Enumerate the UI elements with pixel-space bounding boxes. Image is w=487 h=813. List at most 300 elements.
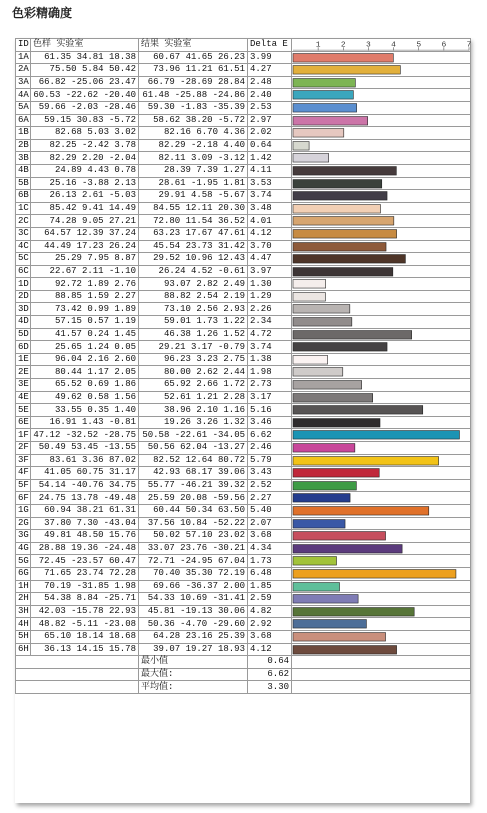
patch-id: 1H [16, 580, 31, 593]
delta-e-bar-cell [292, 479, 471, 492]
delta-e-bar [293, 469, 379, 478]
result-lab-a: 3.26 [196, 417, 218, 428]
result-lab-l: 50.56 [147, 442, 175, 453]
delta-e-bar [293, 519, 345, 528]
delta-e-bar [293, 544, 402, 553]
delta-e-bar-svg [292, 278, 470, 290]
sample-lab [31, 101, 139, 114]
delta-e-bar [293, 494, 350, 503]
table-row [16, 618, 471, 631]
delta-e-bar-svg [292, 115, 470, 127]
sample-lab [31, 580, 139, 593]
sample-lab-a: 53.45 [71, 442, 99, 453]
result-lab-b: 30.06 [217, 606, 245, 617]
result-lab-a: 38.20 [185, 114, 213, 125]
delta-e-bar-cell [292, 89, 471, 102]
table-row [16, 605, 471, 618]
result-lab-b: 1.72 [223, 379, 245, 390]
sample-lab-b: 1.56 [114, 391, 136, 402]
result-lab-a: 10.96 [185, 253, 213, 264]
sample-lab-l: 48.82 [38, 618, 66, 629]
result-lab [139, 467, 248, 480]
result-lab-a: 10.69 [180, 593, 208, 604]
sample-lab-b: 0.78 [114, 165, 136, 176]
sample-lab-l: 65.10 [44, 631, 72, 642]
delta-e-value: 4.72 [248, 328, 292, 341]
sample-lab [31, 202, 139, 215]
delta-e-bar [293, 381, 362, 390]
result-lab-l: 29.21 [158, 341, 186, 352]
sample-lab [31, 328, 139, 341]
sample-lab [31, 630, 139, 643]
result-lab-a: 23.16 [185, 631, 213, 642]
sample-lab [31, 76, 139, 89]
result-lab-a: 23.76 [180, 543, 208, 554]
result-lab [139, 605, 248, 618]
sample-lab-l: 92.72 [54, 278, 82, 289]
sample-lab-l: 57.15 [54, 316, 82, 327]
table-row [16, 479, 471, 492]
sample-lab-b: 1.19 [114, 316, 136, 327]
delta-e-bar-cell [292, 605, 471, 618]
sample-lab-a: 38.21 [76, 505, 104, 516]
result-lab-l: 64.28 [153, 631, 181, 642]
table-row [16, 492, 471, 505]
result-lab-l: 73.96 [153, 64, 181, 75]
sample-lab-a: -2.42 [81, 140, 109, 151]
result-lab [139, 278, 248, 291]
result-lab-l: 54.33 [147, 593, 175, 604]
result-lab-b: 72.19 [217, 568, 245, 579]
delta-e-bar-svg [292, 341, 470, 353]
delta-e-bar-svg [292, 618, 470, 630]
result-lab-b: 23.02 [217, 530, 245, 541]
delta-e-bar [293, 154, 329, 163]
result-lab-a: -24.95 [180, 555, 213, 566]
delta-e-bar-cell [292, 404, 471, 417]
result-lab [139, 391, 248, 404]
table-row [16, 580, 471, 593]
sample-lab-l: 25.29 [54, 253, 82, 264]
delta-e-bar-svg [292, 392, 470, 404]
axis-tick-label: 1 [315, 40, 321, 50]
result-lab [139, 567, 248, 580]
sample-lab-b: -13.55 [103, 442, 136, 453]
delta-e-bar-cell [292, 265, 471, 278]
patch-id: 2D [16, 290, 31, 303]
delta-e-bar [293, 645, 397, 654]
result-lab-a: 19.27 [185, 643, 213, 654]
sample-lab [31, 253, 139, 266]
sample-lab-b: 2.13 [114, 177, 136, 188]
delta-e-value: 5.16 [248, 404, 292, 417]
patch-id: 5E [16, 404, 31, 417]
delta-e-bar [293, 116, 368, 125]
delta-e-bar-cell [292, 593, 471, 606]
delta-e-value: 2.97 [248, 114, 292, 127]
delta-e-value: 2.26 [248, 303, 292, 316]
delta-e-bar-svg [292, 77, 470, 89]
result-lab-b: 4.36 [223, 127, 245, 138]
sample-lab-b: 1.98 [114, 580, 136, 591]
sample-lab-l: 22.67 [49, 265, 77, 276]
result-lab [139, 316, 248, 329]
sample-lab [31, 467, 139, 480]
delta-e-value: 3.74 [248, 341, 292, 354]
sample-lab-a: 60.75 [76, 467, 104, 478]
sample-lab-l: 73.42 [54, 303, 82, 314]
delta-e-value: 2.02 [248, 127, 292, 140]
sample-lab-b: 2.05 [114, 366, 136, 377]
result-lab-l: 28.61 [158, 177, 186, 188]
delta-e-bar-cell [292, 542, 471, 555]
delta-e-value: 5.40 [248, 504, 292, 517]
delta-e-bar [293, 569, 456, 578]
result-lab-l: 66.79 [147, 77, 175, 88]
delta-e-bar-svg [292, 52, 470, 64]
summary-avg-row [16, 681, 471, 694]
patch-id: 4F [16, 467, 31, 480]
delta-e-value: 3.53 [248, 177, 292, 190]
delta-e-value: 3.70 [248, 240, 292, 253]
delta-e-bar [293, 229, 397, 238]
result-lab-a: 4.52 [190, 265, 213, 276]
delta-e-bar-cell [292, 240, 471, 253]
delta-e-bar [293, 557, 336, 566]
patch-id: 2C [16, 215, 31, 228]
delta-e-bar [293, 280, 326, 289]
sample-lab-b: 23.47 [108, 77, 136, 88]
table-row [16, 567, 471, 580]
result-lab-a: 2.10 [196, 404, 218, 415]
delta-e-bar [293, 166, 396, 175]
table-row [16, 76, 471, 89]
sample-lab-l: 72.45 [38, 555, 66, 566]
sample-lab-l: 60.94 [44, 505, 72, 516]
sample-lab [31, 64, 139, 77]
delta-e-bar [293, 242, 386, 251]
table-row [16, 215, 471, 228]
delta-e-bar [293, 104, 357, 113]
sample-lab-l: 59.66 [38, 102, 66, 113]
result-lab [139, 353, 248, 366]
result-lab-b: 1.22 [223, 316, 245, 327]
sample-lab [31, 593, 139, 606]
patch-id: 4E [16, 391, 31, 404]
summary-max-label: 最大值: [139, 668, 248, 681]
sample-lab-a: -32.52 [65, 429, 99, 440]
sample-lab-a: 2.11 [81, 265, 104, 276]
summary-max-value: 6.62 [248, 668, 292, 681]
sample-lab-a: 48.50 [76, 530, 104, 541]
result-lab [139, 253, 248, 266]
axis-tick-label: 4 [391, 40, 396, 50]
delta-e-bar-svg [292, 303, 470, 315]
table-row [16, 593, 471, 606]
delta-e-bar-cell [292, 353, 471, 366]
sample-lab-b: 87.02 [108, 454, 136, 465]
result-lab-a: 1.21 [196, 391, 218, 402]
delta-e-bar [293, 292, 325, 301]
sample-lab [31, 290, 139, 303]
delta-e-value: 2.92 [248, 618, 292, 631]
sample-lab-l: 49.62 [54, 391, 82, 402]
result-lab-l: 29.91 [158, 190, 186, 201]
result-lab-b: 36.52 [217, 215, 245, 226]
sample-lab-b: 15.78 [108, 643, 136, 654]
result-lab [139, 215, 248, 228]
sample-lab-l: 85.42 [49, 203, 77, 214]
result-lab [139, 303, 248, 316]
table-row [16, 416, 471, 429]
delta-e-bar [293, 330, 412, 339]
sample-lab-a: 0.69 [87, 379, 109, 390]
header-result: 结果 实验室 [139, 39, 248, 52]
sample-lab [31, 278, 139, 291]
sample-lab-l: 54.38 [44, 593, 72, 604]
patch-id: 1F [16, 429, 31, 442]
delta-e-bar-svg [292, 102, 470, 114]
delta-e-bar-cell [292, 227, 471, 240]
result-lab-b: -13.27 [212, 442, 245, 453]
sample-lab-b: -43.04 [103, 517, 136, 528]
table-row [16, 51, 471, 64]
header-sample: 色样 实验室 [31, 39, 139, 52]
table-row [16, 240, 471, 253]
result-lab-b: -24.86 [212, 89, 245, 100]
delta-e-value: 3.99 [248, 51, 292, 64]
result-lab-b: -5.67 [217, 190, 245, 201]
sample-lab-b: 22.93 [108, 606, 136, 617]
delta-e-bar [293, 255, 405, 264]
delta-e-bar-cell [292, 328, 471, 341]
delta-e-bar-svg [292, 606, 470, 618]
sample-lab [31, 51, 139, 64]
result-lab-l: 96.23 [163, 354, 191, 365]
result-lab-a: 7.39 [196, 165, 218, 176]
sample-lab-l: 24.89 [54, 165, 82, 176]
patch-id: 2H [16, 593, 31, 606]
result-lab-l: 72.80 [153, 215, 181, 226]
result-lab [139, 593, 248, 606]
delta-e-bar-cell [292, 467, 471, 480]
sample-lab-a: 17.23 [76, 240, 104, 251]
sample-lab-l: 42.03 [38, 606, 66, 617]
patch-id: 3B [16, 152, 31, 165]
result-lab-a: 4.58 [190, 190, 213, 201]
sample-lab [31, 416, 139, 429]
sample-lab-l: 50.49 [38, 442, 66, 453]
result-lab-l: 59.01 [163, 316, 191, 327]
sample-lab-l: 25.16 [49, 177, 77, 188]
patch-id: 6H [16, 643, 31, 656]
patch-id: 6F [16, 492, 31, 505]
sample-lab [31, 265, 139, 278]
sample-lab-b: 37.24 [108, 228, 136, 239]
patch-id: 5D [16, 328, 31, 341]
table-row [16, 467, 471, 480]
result-lab-b: 80.72 [217, 454, 245, 465]
page-title: 色彩精确度 [12, 6, 73, 20]
result-lab-l: 72.71 [147, 555, 175, 566]
result-lab-a: 3.17 [190, 341, 213, 352]
delta-e-bar-cell [292, 316, 471, 329]
result-lab-b: -3.12 [217, 152, 245, 163]
sample-lab-l: 44.49 [44, 240, 72, 251]
delta-e-bar [293, 318, 352, 327]
sample-lab [31, 618, 139, 631]
result-lab-l: 25.59 [147, 492, 175, 503]
result-lab-l: 55.77 [147, 480, 175, 491]
result-lab [139, 341, 248, 354]
delta-e-value: 3.17 [248, 391, 292, 404]
sample-lab [31, 177, 139, 190]
result-lab [139, 190, 248, 203]
sample-lab-l: 25.65 [54, 341, 82, 352]
result-lab-b: 39.32 [217, 480, 245, 491]
delta-e-bar-cell [292, 492, 471, 505]
sample-lab-b: 1.86 [114, 379, 136, 390]
table-row [16, 152, 471, 165]
delta-e-bar-cell [292, 114, 471, 127]
delta-e-bar-cell [292, 202, 471, 215]
result-lab-l: 82.16 [163, 127, 191, 138]
summary-min-row [16, 656, 471, 669]
sample-lab-l: 66.82 [38, 77, 66, 88]
delta-e-bar-svg [292, 366, 470, 378]
result-lab-a: -1.83 [180, 102, 208, 113]
delta-e-bar [293, 204, 381, 213]
result-lab-a: 2.54 [196, 291, 218, 302]
delta-e-bar-svg [292, 505, 470, 517]
result-lab [139, 328, 248, 341]
sample-lab-a: 2.61 [81, 190, 104, 201]
delta-e-value: 4.12 [248, 227, 292, 240]
delta-e-bar-cell [292, 504, 471, 517]
result-lab-l: 82.11 [158, 152, 186, 163]
sample-lab-l: 96.04 [54, 354, 82, 365]
table-row [16, 114, 471, 127]
delta-e-bar [293, 607, 414, 616]
delta-e-value: 4.82 [248, 605, 292, 618]
delta-e-bar-svg [292, 429, 470, 441]
color-accuracy-sheet [15, 38, 470, 803]
sample-lab [31, 391, 139, 404]
sample-lab-a: 34.81 [76, 51, 104, 62]
sample-lab-a: -2.03 [71, 102, 99, 113]
sample-lab [31, 366, 139, 379]
delta-e-value: 3.68 [248, 630, 292, 643]
table-row [16, 630, 471, 643]
sample-lab-a: -5.11 [71, 618, 99, 629]
axis-tick-label: 7 [466, 40, 472, 50]
sample-lab-b: 61.31 [108, 505, 136, 516]
delta-e-bar-cell [292, 517, 471, 530]
patch-id: 2F [16, 442, 31, 455]
delta-e-bar-svg [292, 316, 470, 328]
result-lab-a: 11.54 [185, 215, 213, 226]
result-lab-a: 2.66 [196, 379, 218, 390]
result-lab-a: 62.04 [180, 442, 208, 453]
sample-lab-b: 18.68 [108, 631, 136, 642]
sample-lab-l: 74.28 [49, 215, 77, 226]
delta-e-bar-svg [292, 631, 470, 643]
result-lab [139, 114, 248, 127]
delta-e-bar-cell [292, 278, 471, 291]
delta-e-bar [293, 444, 355, 453]
patch-id: 6C [16, 265, 31, 278]
result-lab-b: 63.50 [217, 505, 245, 516]
table-row [16, 139, 471, 152]
delta-e-bar-svg [292, 354, 470, 366]
sample-lab [31, 114, 139, 127]
result-lab-l: 80.00 [163, 366, 191, 377]
sample-lab-a: 13.78 [71, 492, 99, 503]
patch-id: 3C [16, 227, 31, 240]
delta-e-value: 4.34 [248, 542, 292, 555]
delta-e-value: 2.53 [248, 101, 292, 114]
sample-lab-b: -28.46 [103, 102, 136, 113]
result-lab-l: 45.81 [147, 606, 175, 617]
sample-lab-a: 5.84 [81, 64, 104, 75]
sample-lab [31, 643, 139, 656]
result-lab [139, 530, 248, 543]
sample-lab [31, 517, 139, 530]
table-row [16, 328, 471, 341]
patch-id: 4C [16, 240, 31, 253]
delta-e-bar-svg [292, 593, 470, 605]
patch-id: 2E [16, 366, 31, 379]
delta-e-bar-svg [292, 442, 470, 454]
result-lab-l: 29.52 [153, 253, 181, 264]
sample-lab-a: 1.59 [87, 291, 109, 302]
delta-e-bar [293, 595, 358, 604]
delta-e-bar-cell [292, 416, 471, 429]
sample-lab-a: 0.99 [87, 303, 109, 314]
result-lab [139, 240, 248, 253]
result-lab [139, 164, 248, 177]
result-lab-l: 82.52 [153, 454, 181, 465]
patch-id: 3F [16, 454, 31, 467]
delta-e-value: 3.97 [248, 265, 292, 278]
sample-lab-b: 26.24 [108, 240, 136, 251]
sample-lab [31, 152, 139, 165]
sample-lab-a: 1.24 [87, 341, 109, 352]
result-lab-a: 1.26 [196, 328, 218, 339]
result-lab [139, 89, 248, 102]
patch-id: 1A [16, 51, 31, 64]
result-lab-a: 1.73 [196, 316, 218, 327]
result-lab [139, 139, 248, 152]
result-lab-b: 1.32 [223, 417, 245, 428]
sample-lab [31, 555, 139, 568]
result-lab-l: 65.92 [163, 379, 191, 390]
result-lab-l: 60.44 [153, 505, 181, 516]
delta-e-bar-cell [292, 630, 471, 643]
result-lab-l: 45.54 [153, 240, 181, 251]
result-lab-b: 18.93 [217, 643, 245, 654]
table-row [16, 278, 471, 291]
sample-lab-l: 71.65 [44, 568, 72, 579]
result-lab-l: 50.58 [142, 429, 170, 440]
result-lab-l: 63.23 [153, 228, 181, 239]
sample-lab-a: -22.62 [65, 89, 99, 100]
result-lab-l: 73.10 [163, 303, 191, 314]
sample-lab-l: 75.50 [49, 64, 77, 75]
table-row [16, 227, 471, 240]
delta-e-bar [293, 192, 387, 201]
delta-e-bar-cell [292, 555, 471, 568]
